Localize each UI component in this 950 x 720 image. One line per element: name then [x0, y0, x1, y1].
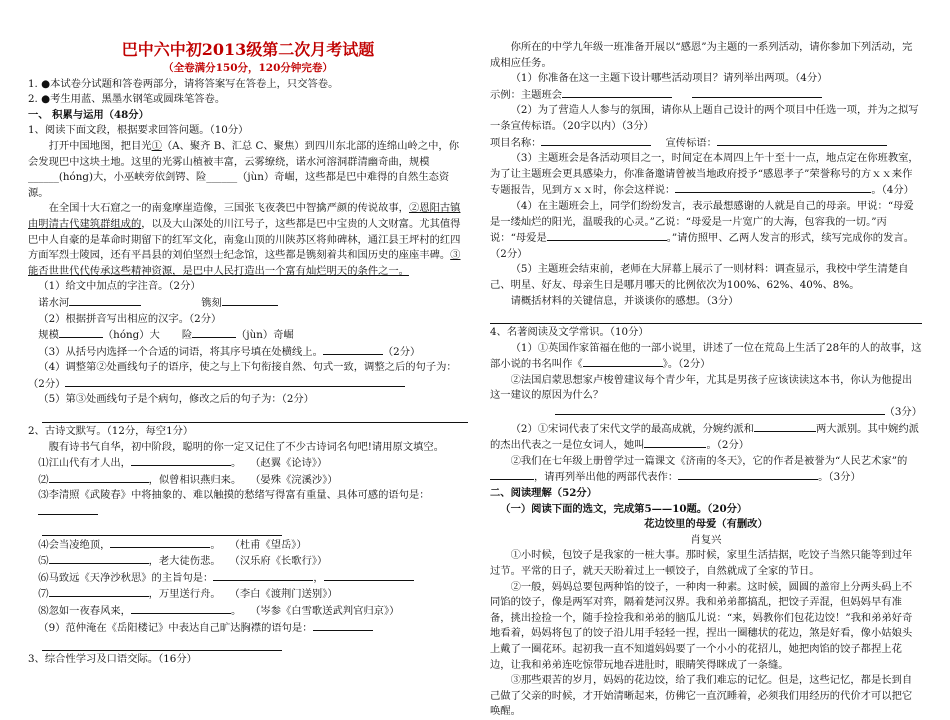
- q2-item-source: （杜甫《望岳》）: [234, 538, 307, 551]
- q2-item-source: （岑参《白雪歌送武判官归京》）: [255, 605, 400, 617]
- q2-item: [28, 455, 468, 472]
- q4-sub-2: ②法国启蒙思想家卢梭曾建议每个青少年，尤其是男孩子应该读读这本书，你认为他提出这一建议的原因为什么？: [490, 373, 913, 402]
- q1-sub-1: （1）给文中加点的字注音。（2分）: [38, 280, 201, 293]
- q1-p1-mark: ①: [151, 139, 162, 152]
- exam-title: 巴中六中初2013级第二次月考试题: [121, 40, 375, 59]
- q4-3-text-a: （2）①宋词代表了宋代文学的最高成就，分婉约派和: [510, 422, 754, 435]
- q3-sub-5: （5）主题班会结束前，老师在大屏幕上展示了一则材料：调查显示，我校中学生清楚自己、明星、好友、母亲生日是哪月哪天的比例依次为100%、62%、40%、8%。: [490, 263, 909, 291]
- answer-blank[interactable]: [583, 356, 663, 367]
- q1-paragraph-2: [28, 201, 468, 279]
- q2-item-after: ，老大徒伤悲。: [148, 555, 221, 568]
- q2-item: [28, 488, 468, 520]
- answer-blank[interactable]: [131, 455, 231, 466]
- q2-item-source: （李白《渡荆门送别》）: [234, 588, 338, 601]
- q4-4-score: 。（3分）: [818, 471, 861, 484]
- q2-item-text: ⑴江山代有才人出，: [38, 457, 131, 470]
- q1-sub-3: [28, 344, 468, 361]
- note-1: 1. ●本试卷分试题和答卷两部分，请将答案写在答卷上，只交答卷。: [28, 77, 339, 90]
- answer-blank[interactable]: [49, 553, 149, 564]
- q1-s2-item-b-pinyin: （jùn）奇崛: [236, 329, 294, 342]
- q4-3-score: 。（2分）: [706, 439, 750, 452]
- q1-s1-item-b: 镌刻: [201, 296, 222, 309]
- answer-blank[interactable]: [547, 230, 667, 241]
- q1-sub-5: [28, 392, 468, 408]
- q4-4-text-a: ②我们在七年级上册曾学过一篇课文《济南的冬天》，它的作者是被誉为“人民艺术家”的: [510, 454, 908, 467]
- q3-sub-2: （2）为了营造人人参与的氛围，请你从上题自己设计的两个项目中任选一项，并为之拟写一条宣传标语。（20字以内）（3分）: [490, 104, 919, 132]
- answer-blank[interactable]: [555, 404, 885, 415]
- q1-heading: 1、阅读下面文段，根据要求回答问题。（10分）: [28, 124, 249, 137]
- answer-blank[interactable]: [49, 472, 149, 483]
- answer-blank[interactable]: [131, 603, 231, 614]
- q3-sub-5-b: 请概括材料的关键信息，并谈谈你的感想。（3分）: [510, 294, 739, 307]
- answer-blank[interactable]: [38, 504, 98, 515]
- q2-item: [28, 586, 468, 603]
- q3-sub-1-answer: [490, 87, 922, 104]
- q2-item-text: ⑹马致远《天净沙秋思》的主旨句是：: [38, 571, 214, 584]
- q1-sub-4-answer: [28, 376, 468, 393]
- answer-blank[interactable]: [754, 421, 816, 432]
- q2-item: [28, 537, 468, 554]
- q1-s3-text: （3）从括号内选择一个合适的词语，将其序号填在处横线上。: [38, 345, 323, 358]
- essay-author: 肖复兴: [690, 533, 722, 546]
- q1-s5-text: （5）第③处画线句子是个病句，修改之后的句子为：（2分）: [38, 393, 314, 406]
- answer-blank[interactable]: [717, 135, 887, 146]
- q3-sub-4: [490, 199, 922, 262]
- q3-s2-slogan-label: 宣传标语：: [665, 136, 717, 149]
- q3-sub-2-answer: [490, 135, 922, 152]
- q2-item-text: （9）范仲淹在《岳阳楼记》中表达自己旷达胸襟的语句是：: [38, 621, 313, 634]
- q2-item: [28, 472, 468, 489]
- q1-p2-underlined-3: ③能否世世代代传承这些精神资源，是巴中人民打造出一个富有灿烂明天的条件之一。: [28, 249, 461, 277]
- answer-blank[interactable]: [490, 469, 534, 480]
- answer-blank[interactable]: [562, 87, 672, 98]
- q4-4-text-b: ，请再列举出他的两部代表作：: [534, 471, 679, 484]
- q2-intro: 腹有诗书气自华，初中阶段，聪明的你一定又记住了不少古诗词名句吧!请用原文填空。: [48, 440, 445, 453]
- q2-item-text: ⑺: [38, 588, 49, 601]
- q1-s2-item-a: 规模: [38, 329, 59, 342]
- q2-item-after: ，万里送行舟。: [148, 588, 221, 601]
- q2-heading: 2、古诗文默写。（12分，每空1分）: [28, 425, 194, 438]
- answer-blank[interactable]: [675, 182, 871, 193]
- section-1-heading: 一、 积累与运用（48分）: [28, 108, 149, 121]
- q1-p2-text-b: ，以及大山深处的川江号子，这些都是巴中宝贵的人文财富。尤其值得巴中人自豪的是革命时期留下的红军文化，南龛山顶的川陕苏区将帅碑林，通江县王坪村的红四方面军烈士陵园，还有平昌县的刘伯坚烈士纪念馆，这些都是镌刻着共和国历史的座座丰碑。: [28, 217, 461, 262]
- q3-intro: 你所在的中学九年级一班准备开展以“感恩”为主题的一系列活动，请你参加下列活动，完成相应任务。: [490, 41, 913, 69]
- q3-s1-example: 示例：主题班会: [490, 88, 563, 101]
- q4-3-text-b: 两大派别。其中婉约派的杰出代表之一是位女词人，她叫: [490, 422, 919, 452]
- q2-item-text: ⑻忽如一夜春风来，: [38, 605, 131, 617]
- q2-item-text: ⑷会当凌绝顶，: [38, 538, 111, 551]
- answer-blank[interactable]: [324, 570, 414, 581]
- answer-blank[interactable]: [678, 469, 818, 480]
- answer-blank[interactable]: [222, 295, 278, 306]
- answer-line[interactable]: [42, 521, 282, 536]
- answer-blank[interactable]: [323, 344, 383, 355]
- right-column: [490, 40, 922, 720]
- essay-title: 花边饺里的母爱（有删改）: [644, 518, 768, 531]
- answer-blank[interactable]: [65, 376, 405, 387]
- q1-sub-2-items: [28, 327, 468, 344]
- q2-item-after: ，似曾相识燕归来。: [148, 473, 242, 486]
- q4-sub-4: [490, 454, 922, 486]
- q3-s4-text-b: 。”请仿照甲、乙两人发言的形式，续写完成你的发言。（2分）: [490, 232, 914, 260]
- q2-item-source: （晏殊《浣溪沙》）: [255, 473, 338, 486]
- reading-1-heading: （一）阅读下面的选文，完成第5——10题。（20分）: [500, 502, 748, 515]
- q1-p1-text-a: 打开中国地图，把目光: [48, 139, 152, 152]
- q3-s4-text-a: （4）在主题班会上，同学们纷纷发言，表示最想感谢的人就是自己的母亲。甲说：“母爱是一缕灿烂的阳光，温暖我的心灵。”乙说：“母爱是一片宽广的大海，包容我的一切。”丙说：“母爱是: [490, 199, 914, 245]
- answer-blank[interactable]: [213, 570, 313, 581]
- essay-paragraph-2: ②一般，妈妈总要包两种馅的饺子，一种肉一种素。这时候，圆圆的盖帘上分两头码上不同馅的饺子，像是两军对弈，隔着楚河汉界。我和弟弟都搞乱，把饺子弄混，但妈妈早有准备，挑出捡捡一个，随手捡捡我和弟弟的脑瓜儿说：“来，妈教你们包花边饺！”我和弟弟好奇地看着，妈妈将包了的饺子沿儿用手轻轻一捏，捏出一圈穗状的花边，煞是好看，像小姑娘头上戴了一圈花环。起初我一直不知道妈妈要了一个小小的花招儿，她把肉馅的饺子都捏上花边，让我和弟弟连吃惊带玩地吞进肚时，眼睛笑得眯成了一条缝。: [490, 580, 913, 671]
- q2-item: [28, 603, 468, 620]
- answer-blank[interactable]: [541, 135, 651, 146]
- answer-blank[interactable]: [692, 87, 822, 98]
- answer-blank[interactable]: [69, 295, 141, 306]
- q2-item-after: 。: [230, 457, 242, 470]
- q4-sub-1: [490, 341, 922, 373]
- q1-sub-4: （4）调整第②处画线句子的语序，使之与上下句衔接自然、句式一致，调整之后的句子为：: [38, 361, 457, 374]
- q3-heading: 3、综合性学习及口语交际。（16分）: [28, 653, 197, 666]
- answer-line[interactable]: [42, 408, 468, 423]
- answer-blank[interactable]: [49, 586, 149, 597]
- q2-item-text: ⑵: [38, 473, 49, 486]
- q2-item-after: 。: [230, 605, 242, 617]
- q3-s2-project-label: 项目名称：: [490, 136, 542, 149]
- answer-blank[interactable]: [110, 537, 210, 548]
- answer-line[interactable]: [490, 309, 922, 324]
- answer-blank[interactable]: [59, 327, 103, 338]
- q2-item-text: ⑶李清照《武陵春》中将抽象的、难以触摸的愁绪写得富有重量、具体可感的语句是：: [38, 489, 430, 502]
- q3-sub-1: （1）你准备在这一主题下设计哪些活动项目？请列举出两项。（4分）: [510, 72, 828, 85]
- answer-blank[interactable]: [313, 620, 373, 631]
- q2-item-after: ，: [313, 571, 324, 584]
- q2-item-text: ⑸: [38, 555, 49, 568]
- q2-item-source: （汉乐府《长歌行》）: [234, 555, 328, 568]
- q4-1-score: 》。（2分）: [662, 358, 711, 371]
- q4-sub-2-answer: [490, 404, 922, 421]
- q1-sub-1-items: [28, 295, 468, 312]
- q1-p2-underlined-2: ②恩阳古镇由明清古代建筑群组成的: [28, 202, 461, 230]
- q3-s3-text: （3）主题班会是各活动项目之一，时间定在本周四上午十至十一点，地点定在你班教室，为了让主题班会更具感染力，你准备邀请曾被当地政府授予“感恩孝子”荣誉称号的方ｘｘ来作专题报告，见到方ｘｘ时，你会这样说：: [490, 152, 919, 197]
- answer-line[interactable]: [42, 636, 282, 651]
- q2-item: [28, 553, 468, 570]
- q2-item: [28, 570, 468, 587]
- answer-blank[interactable]: [192, 327, 236, 338]
- exam-subtitle: （全卷满分150分，120分钟完卷）: [163, 62, 333, 74]
- q1-p2-text-a: 在全国十大石窟之一的南龛摩崖造像，三国张飞夜袭巴中智擒严颜的传说故事，: [48, 202, 409, 215]
- q1-paragraph-1: [28, 139, 468, 201]
- q4-1-text: （1）①英国作家笛福在他的一部小说里，讲述了一位在荒岛上生活了28年的人的故事，这部小说的书名叫作《: [490, 341, 922, 371]
- answer-blank[interactable]: [644, 437, 706, 448]
- q1-s2-item-b: 险: [181, 329, 193, 342]
- q2-item-after: 。: [210, 538, 221, 551]
- q4-heading: 4、名著阅读及文学常识。（10分）: [490, 326, 649, 339]
- q2-item: [28, 620, 468, 637]
- essay-paragraph-3: ③那些艰苦的岁月，妈妈的花边饺，给了我们难忘的记忆。但是，这些记忆，都是长到自己做了父亲的时候，才开始清晰起来，仿佛它一直沉睡着，必须我们用经历的代价才可以把它唤醒。: [490, 674, 913, 718]
- q1-s1-item-a: 诺水河: [38, 296, 70, 309]
- q1-s4-score: （2分）: [28, 377, 66, 390]
- section-2-heading: 二、阅读理解（52分）: [490, 487, 598, 500]
- q1-s2-item-a-pinyin: （hóng）大: [102, 329, 160, 342]
- q2-items: [28, 455, 468, 651]
- q1-s3-score: （2分）: [382, 345, 421, 358]
- q3-s3-score: 。（4分）: [871, 184, 914, 197]
- q4-2-score: （3分）: [884, 406, 922, 419]
- q1-p1-text-b: （A、聚齐 B、汇总 C、聚焦）到四川东北部的连绵山岭之中，你会发现巴中这块土地。这里的光雾山植被丰富，云雾缭绕，诺水河溶洞群清幽奇曲，规模______(hóng)大，小巫峡旁依剑锷、险______（jùn）奇崛，这些都是巴中难得的自然生态资源。: [28, 139, 460, 199]
- left-column: [28, 0, 468, 668]
- q4-sub-3: [490, 421, 922, 454]
- q3-sub-3: [490, 151, 922, 199]
- essay-paragraph-1: ①小时候，包饺子是我家的一桩大事。那时候，家里生活拮据，吃饺子当然只能等到过年过节。平常的日子，就天天盼着过上一顿饺子，自然就成了全家的节日。: [490, 549, 913, 577]
- q1-sub-2: （2）根据拼音写出相应的汉字。（2分）: [38, 312, 222, 325]
- note-2: 2. ●考生用蓝、黑墨水钢笔或圆珠笔答卷。: [28, 93, 226, 106]
- q2-item-source: （赵翼《论诗》）: [255, 457, 328, 470]
